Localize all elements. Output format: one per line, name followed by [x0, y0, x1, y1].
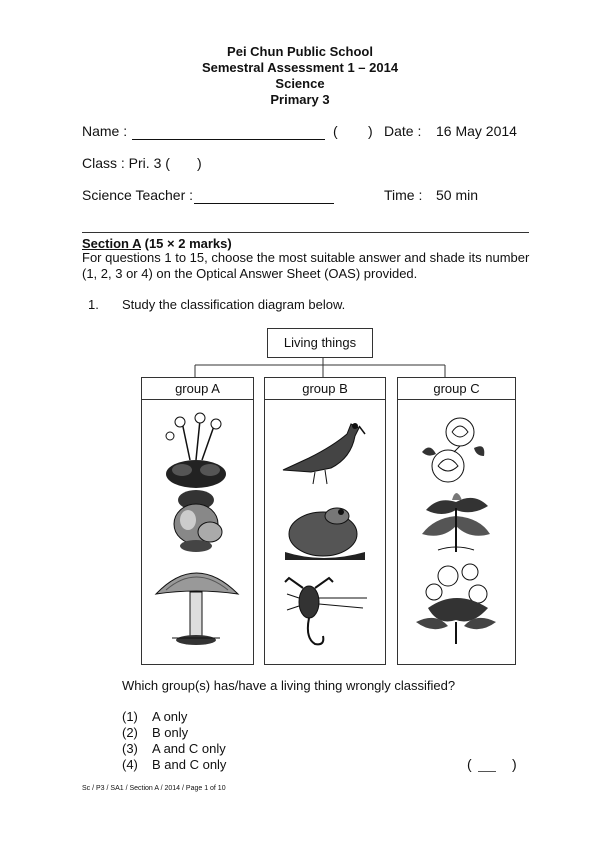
option-4[interactable] [122, 757, 227, 772]
level-title: Primary 3 [270, 92, 330, 107]
school-name: Pei Chun Public School [227, 44, 373, 59]
section-instructions: For questions 1 to 15, choose the most suitable answer and shade its number (1, 2, 3 or 4) on the Optical Answer Sheet (OAS) provided. [82, 250, 530, 281]
option-1-number: (1) [122, 709, 138, 724]
group-b-box [264, 377, 386, 665]
name-label: Name : [82, 123, 128, 139]
subject-title: Science [275, 76, 325, 91]
option-3-number: (3) [122, 741, 138, 756]
name-blank[interactable] [132, 125, 325, 140]
option-4-text: B and C only [152, 757, 227, 772]
class-close-paren: ) [197, 155, 202, 171]
time-value: 50 min [436, 187, 479, 203]
root-box: Living things [267, 328, 373, 358]
question-number: 1. [88, 297, 99, 312]
register-open-paren: ( [333, 123, 338, 139]
leafy-plant-icon [422, 493, 490, 552]
group-c-label: group C [398, 378, 515, 400]
document-header [0, 44, 600, 108]
group-a-box [141, 377, 254, 665]
frog-icon [285, 508, 365, 560]
classification-diagram [140, 325, 525, 665]
class-label: Class : Pri. 3 ( [82, 155, 170, 171]
group-b-label: group B [265, 378, 385, 400]
date-value: 16 May 2014 [436, 123, 517, 139]
answer-close-paren: ) [512, 756, 517, 772]
teacher-label: Science Teacher : [82, 187, 194, 203]
option-1[interactable] [122, 709, 188, 724]
register-close-paren: ) [368, 123, 373, 139]
option-1-text: A only [152, 709, 188, 724]
scorpion-icon [285, 578, 367, 644]
flowering-shrub-icon [416, 564, 496, 644]
teacher-blank[interactable] [194, 189, 334, 204]
section-divider [82, 232, 529, 233]
section-title: Section A [82, 236, 141, 251]
bird-icon [283, 423, 365, 484]
group-a-label: group A [142, 378, 253, 400]
date-label: Date : [384, 123, 422, 139]
group-a-illustrations [152, 412, 242, 652]
answer-blank[interactable] [478, 771, 496, 772]
answer-open-paren: ( [467, 756, 472, 772]
option-2-text: B only [152, 725, 189, 740]
question-ask: Which group(s) has/have a living thing wrongly classified? [122, 678, 456, 693]
group-c-box [397, 377, 516, 665]
option-3[interactable] [122, 741, 226, 756]
time-label: Time : [384, 187, 423, 203]
option-4-number: (4) [122, 757, 138, 772]
assessment-title: Semestral Assessment 1 – 2014 [201, 60, 399, 75]
option-2[interactable] [122, 725, 189, 740]
section-marks: (15 × 2 marks) [144, 236, 232, 251]
group-b-illustrations [275, 412, 375, 652]
option-2-number: (2) [122, 725, 138, 740]
page-footer: Sc / P3 / SA1 / Section A / 2014 / Page 1 of 10 [82, 785, 226, 792]
group-c-illustrations [408, 412, 505, 652]
rose-icon [422, 418, 484, 482]
flower-plant-icon [166, 413, 226, 488]
section-heading [82, 236, 232, 251]
question-prompt: Study the classification diagram below. [122, 297, 346, 312]
option-3-text: A and C only [152, 741, 226, 756]
mushroom-icon [156, 573, 238, 645]
fungus-cluster-icon [174, 490, 222, 552]
